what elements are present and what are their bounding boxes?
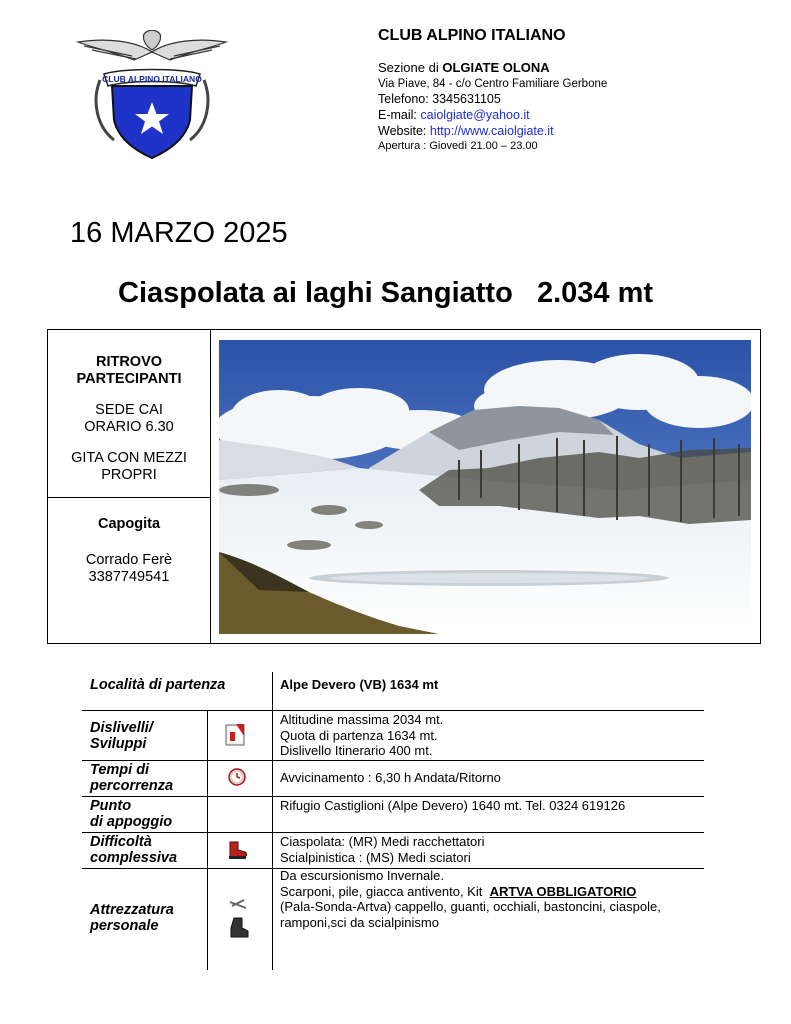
support-label-line-1: Punto xyxy=(90,798,132,814)
email-line xyxy=(378,107,530,123)
landscape-photo xyxy=(219,340,751,634)
meeting-place-line-1: SEDE CAI xyxy=(95,402,163,418)
row-support xyxy=(82,796,704,832)
hiking-gear-icon xyxy=(228,898,250,940)
phone-label: Telefono: xyxy=(378,92,433,106)
equipment-label xyxy=(90,902,174,934)
section-name: OLGIATE OLONA xyxy=(442,60,550,75)
leader-phone: 3387749541 xyxy=(88,569,170,585)
row-start-location xyxy=(82,672,704,710)
boot-icon xyxy=(226,840,248,860)
elevation-chart-icon xyxy=(224,722,248,748)
support-value: Rifugio Castiglioni (Alpe Devero) 1640 mt. Tel. 0324 619126 xyxy=(280,798,626,813)
start-label: Località di partenza xyxy=(90,677,226,693)
meeting-heading xyxy=(48,354,210,388)
website-line xyxy=(378,123,554,139)
equipment-line-2 xyxy=(280,884,661,900)
section-prefix: Sezione di xyxy=(378,60,443,75)
opening-hours: Apertura : Giovedì 21.00 – 23.00 xyxy=(378,140,538,152)
info-box xyxy=(47,329,761,644)
phone-line xyxy=(378,91,501,107)
equipment-value xyxy=(280,868,661,930)
elevation-label-line-1: Dislivelli/ xyxy=(90,720,153,736)
meeting-cell xyxy=(48,330,210,498)
equipment-line-2-text: Scarponi, pile, giacca antivento, Kit xyxy=(280,883,490,899)
support-label-line-2: di appoggio xyxy=(90,814,173,830)
times-label-line-2: percorrenza xyxy=(90,778,174,794)
details-table xyxy=(82,672,706,972)
meeting-place xyxy=(48,402,210,436)
equipment-label-line-1: Attrezzatura xyxy=(90,902,174,918)
times-label xyxy=(90,762,173,794)
meeting-transport-line-1: GITA CON MEZZI xyxy=(71,450,187,466)
times-label-line-1: Tempi di xyxy=(90,762,150,778)
clock-icon xyxy=(228,768,246,786)
equipment-line-4: ramponi,sci da scialpinismo xyxy=(280,914,439,930)
elevation-label-line-2: Sviluppi xyxy=(90,736,147,752)
leader-name: Corrado Ferè xyxy=(85,552,173,568)
meeting-transport xyxy=(48,450,210,484)
start-value: Alpe Devero (VB) 1634 mt xyxy=(280,677,439,692)
info-left-column xyxy=(48,330,211,643)
row-difficulty xyxy=(82,832,704,868)
meeting-time: ORARIO 6.30 xyxy=(84,419,174,435)
difficulty-value xyxy=(280,834,484,865)
cai-logo xyxy=(74,30,230,162)
difficulty-label-line-2: complessiva xyxy=(90,850,178,866)
section-line xyxy=(378,60,550,76)
meeting-heading-line-1: RITROVO xyxy=(95,354,163,370)
leader-heading: Capogita xyxy=(97,516,161,532)
email-label: E-mail: xyxy=(378,108,421,122)
start-altitude: Quota di partenza 1634 mt. xyxy=(280,727,438,743)
event-title: Ciaspolata ai laghi Sangiatto 2.034 mt xyxy=(118,277,654,309)
phone-number: 3345631105 xyxy=(432,92,501,106)
organization-name: CLUB ALPINO ITALIANO xyxy=(378,27,566,44)
equipment-label-line-2: personale xyxy=(90,918,159,934)
row-elevation xyxy=(82,710,704,760)
email-link[interactable]: caiolgiate@yahoo.it xyxy=(420,108,530,122)
meeting-heading-line-2: PARTECIPANTI xyxy=(76,371,182,387)
website-label: Website: xyxy=(378,124,430,138)
times-value: Avvicinamento : 6,30 h Andata/Ritorno xyxy=(280,770,501,785)
logo-lettering: CLUB ALPINO ITALIANO xyxy=(102,74,202,84)
equipment-line-3: (Pala-Sonda-Artva) cappello, guanti, occhiali, bastoncini, ciaspole, xyxy=(280,899,661,914)
equipment-line-1: Da escursionismo Invernale. xyxy=(280,868,445,883)
elevation-gain: Dislivello Itinerario 400 mt. xyxy=(280,743,433,758)
elevation-value xyxy=(280,712,443,759)
max-altitude: Altitudine massima 2034 mt. xyxy=(280,712,444,727)
support-label xyxy=(90,798,172,830)
difficulty-label-line-1: Difficoltà xyxy=(90,834,152,850)
elevation-label xyxy=(90,720,153,752)
row-times xyxy=(82,760,704,796)
row-equipment xyxy=(82,868,704,968)
website-link[interactable]: http://www.caiolgiate.it xyxy=(429,124,554,138)
artva-mandatory: ARTVA OBBLIGATORIO xyxy=(489,883,637,899)
event-date: 16 MARZO 2025 xyxy=(70,217,288,249)
difficulty-label xyxy=(90,834,177,866)
snowshoe-difficulty: Ciaspolata: (MR) Medi racchettatori xyxy=(280,834,485,849)
meeting-transport-line-2: PROPRI xyxy=(101,467,157,483)
address: Via Piave, 84 - c/o Centro Familiare Gerbone xyxy=(378,78,608,90)
skimo-difficulty: Scialpinistica : (MS) Medi sciatori xyxy=(280,849,471,865)
